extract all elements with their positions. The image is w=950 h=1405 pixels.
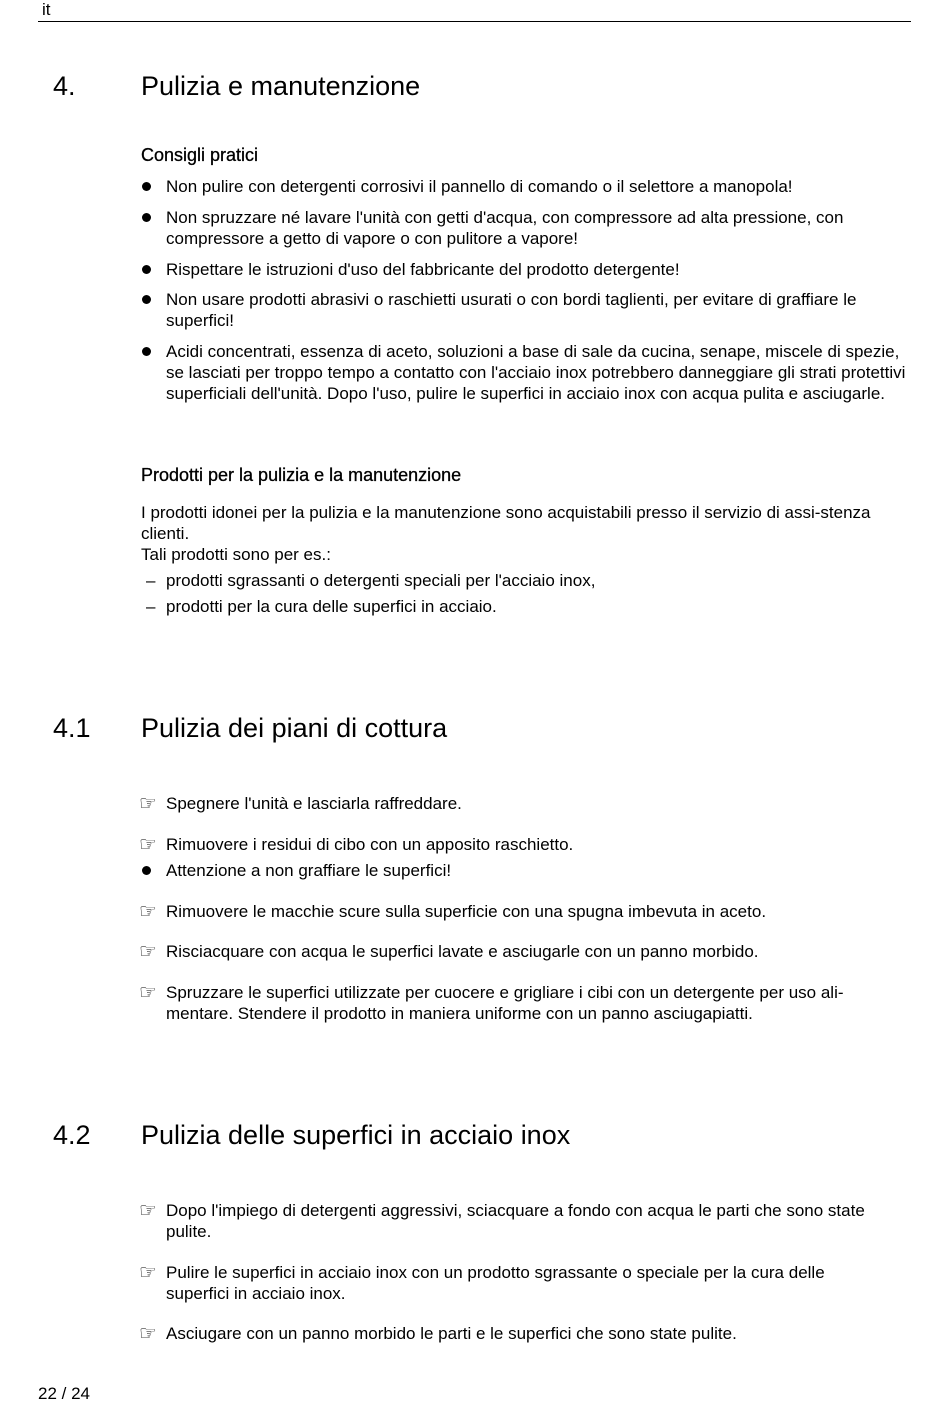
tip-item [141,341,906,404]
bullet-dot-icon [142,182,151,191]
step-text: Spegnere l'unità e lasciarla raffreddare. [166,794,462,813]
step-text: Rimuovere i residui di cibo con un apposito raschietto. [166,835,574,854]
page-number: 22 / 24 [38,1384,90,1403]
step-text: Spruzzare le superfici utilizzate per cuocere e grigliare i cibi con un detergente per uso ali-mentare. Stendere il prodotto in maniera uniforme con un panno asciugapiatti. [166,983,844,1023]
step-item [141,941,911,962]
section-number: 4.1 [53,713,91,743]
bullet-dot-icon [142,347,151,356]
dash-icon: – [146,597,156,616]
step-text: Pulire le superfici in acciaio inox con un prodotto sgrassante o speciale per la cura delle superfici in acciaio inox. [166,1263,825,1303]
bullet-dot-icon [142,866,151,875]
bullet-dot-icon [142,265,151,274]
header-rule [38,21,911,22]
section-number: 4.2 [53,1120,91,1150]
product-list-item [141,596,911,617]
step-item [141,1200,881,1242]
warning-text: Attenzione a non graffiare le superfici! [166,861,452,880]
step-text: Dopo l'impiego di detergenti aggressivi, sciacquare a fondo con acqua le parti che sono state pulite. [166,1201,865,1241]
step-item [141,982,901,1024]
section-number: 4. [53,71,76,101]
section-title: Pulizia e manutenzione [141,71,421,101]
step-item [141,793,911,814]
step-text: Asciugare con un panno morbido le parti e le superfici che sono state pulite. [166,1324,737,1343]
tip-item [141,176,911,197]
hand-pointing-right-icon: ☞ [139,901,157,923]
tip-text: Non usare prodotti abrasivi o raschietti usurati o con bordi taglienti, per evitare di graffiare le superfici! [166,290,857,330]
tip-item [141,207,901,249]
step-item [141,1262,886,1304]
section-title: Pulizia dei piani di cottura [141,713,448,743]
tip-text: Acidi concentrati, essenza di aceto, soluzioni a base di sale da cucina, senape, miscele di spezie, se lasciati per troppo tempo a contatto con l'acciaio inox potrebbero danneggiare gli strati protettivi superficiali dell'unità. Dopo l'uso, pulire le superfici in acciaio inox con acqua pulita e asciugarle. [166,342,906,403]
products-heading: Prodotti per la pulizia e la manutenzione [141,465,462,485]
product-list-item [141,570,911,591]
tip-text: Non pulire con detergenti corrosivi il pannello di comando o il selettore a manopola! [166,177,793,196]
hand-pointing-right-icon: ☞ [139,793,157,815]
hand-pointing-right-icon: ☞ [139,834,157,856]
language-code: it [42,0,51,19]
bullet-dot-icon [142,295,151,304]
hand-pointing-right-icon: ☞ [139,982,157,1004]
hand-pointing-right-icon: ☞ [139,1323,157,1345]
step-item [141,1323,911,1344]
step-item [141,834,911,855]
section-title: Pulizia delle superfici in acciaio inox [141,1120,571,1150]
step-text: Risciacquare con acqua le superfici lavate e asciugarle con un panno morbido. [166,942,759,961]
step-item [141,901,911,922]
bullet-dot-icon [142,213,151,222]
products-intro: I prodotti idonei per la pulizia e la manutenzione sono acquistabili presso il servizio di assi-stenza clienti. [141,503,871,543]
hand-pointing-right-icon: ☞ [139,1262,157,1284]
tips-heading: Consigli pratici [141,145,259,165]
dash-icon: – [146,571,156,590]
hand-pointing-right-icon: ☞ [139,941,157,963]
warning-item [141,860,911,881]
hand-pointing-right-icon: ☞ [139,1200,157,1222]
tip-item [141,289,911,331]
products-example: Tali prodotti sono per es.: [141,545,331,564]
tip-text: Non spruzzare né lavare l'unità con getti d'acqua, con compressore ad alta pressione, con compressore a getto di vapore o con pulitore a vapore! [166,208,844,248]
product-text: prodotti per la cura delle superfici in acciaio. [166,597,497,616]
tip-item [141,259,911,280]
tip-text: Rispettare le istruzioni d'uso del fabbricante del prodotto detergente! [166,260,680,279]
product-text: prodotti sgrassanti o detergenti speciali per l'acciaio inox, [166,571,596,590]
step-text: Rimuovere le macchie scure sulla superficie con una spugna imbevuta in aceto. [166,902,767,921]
